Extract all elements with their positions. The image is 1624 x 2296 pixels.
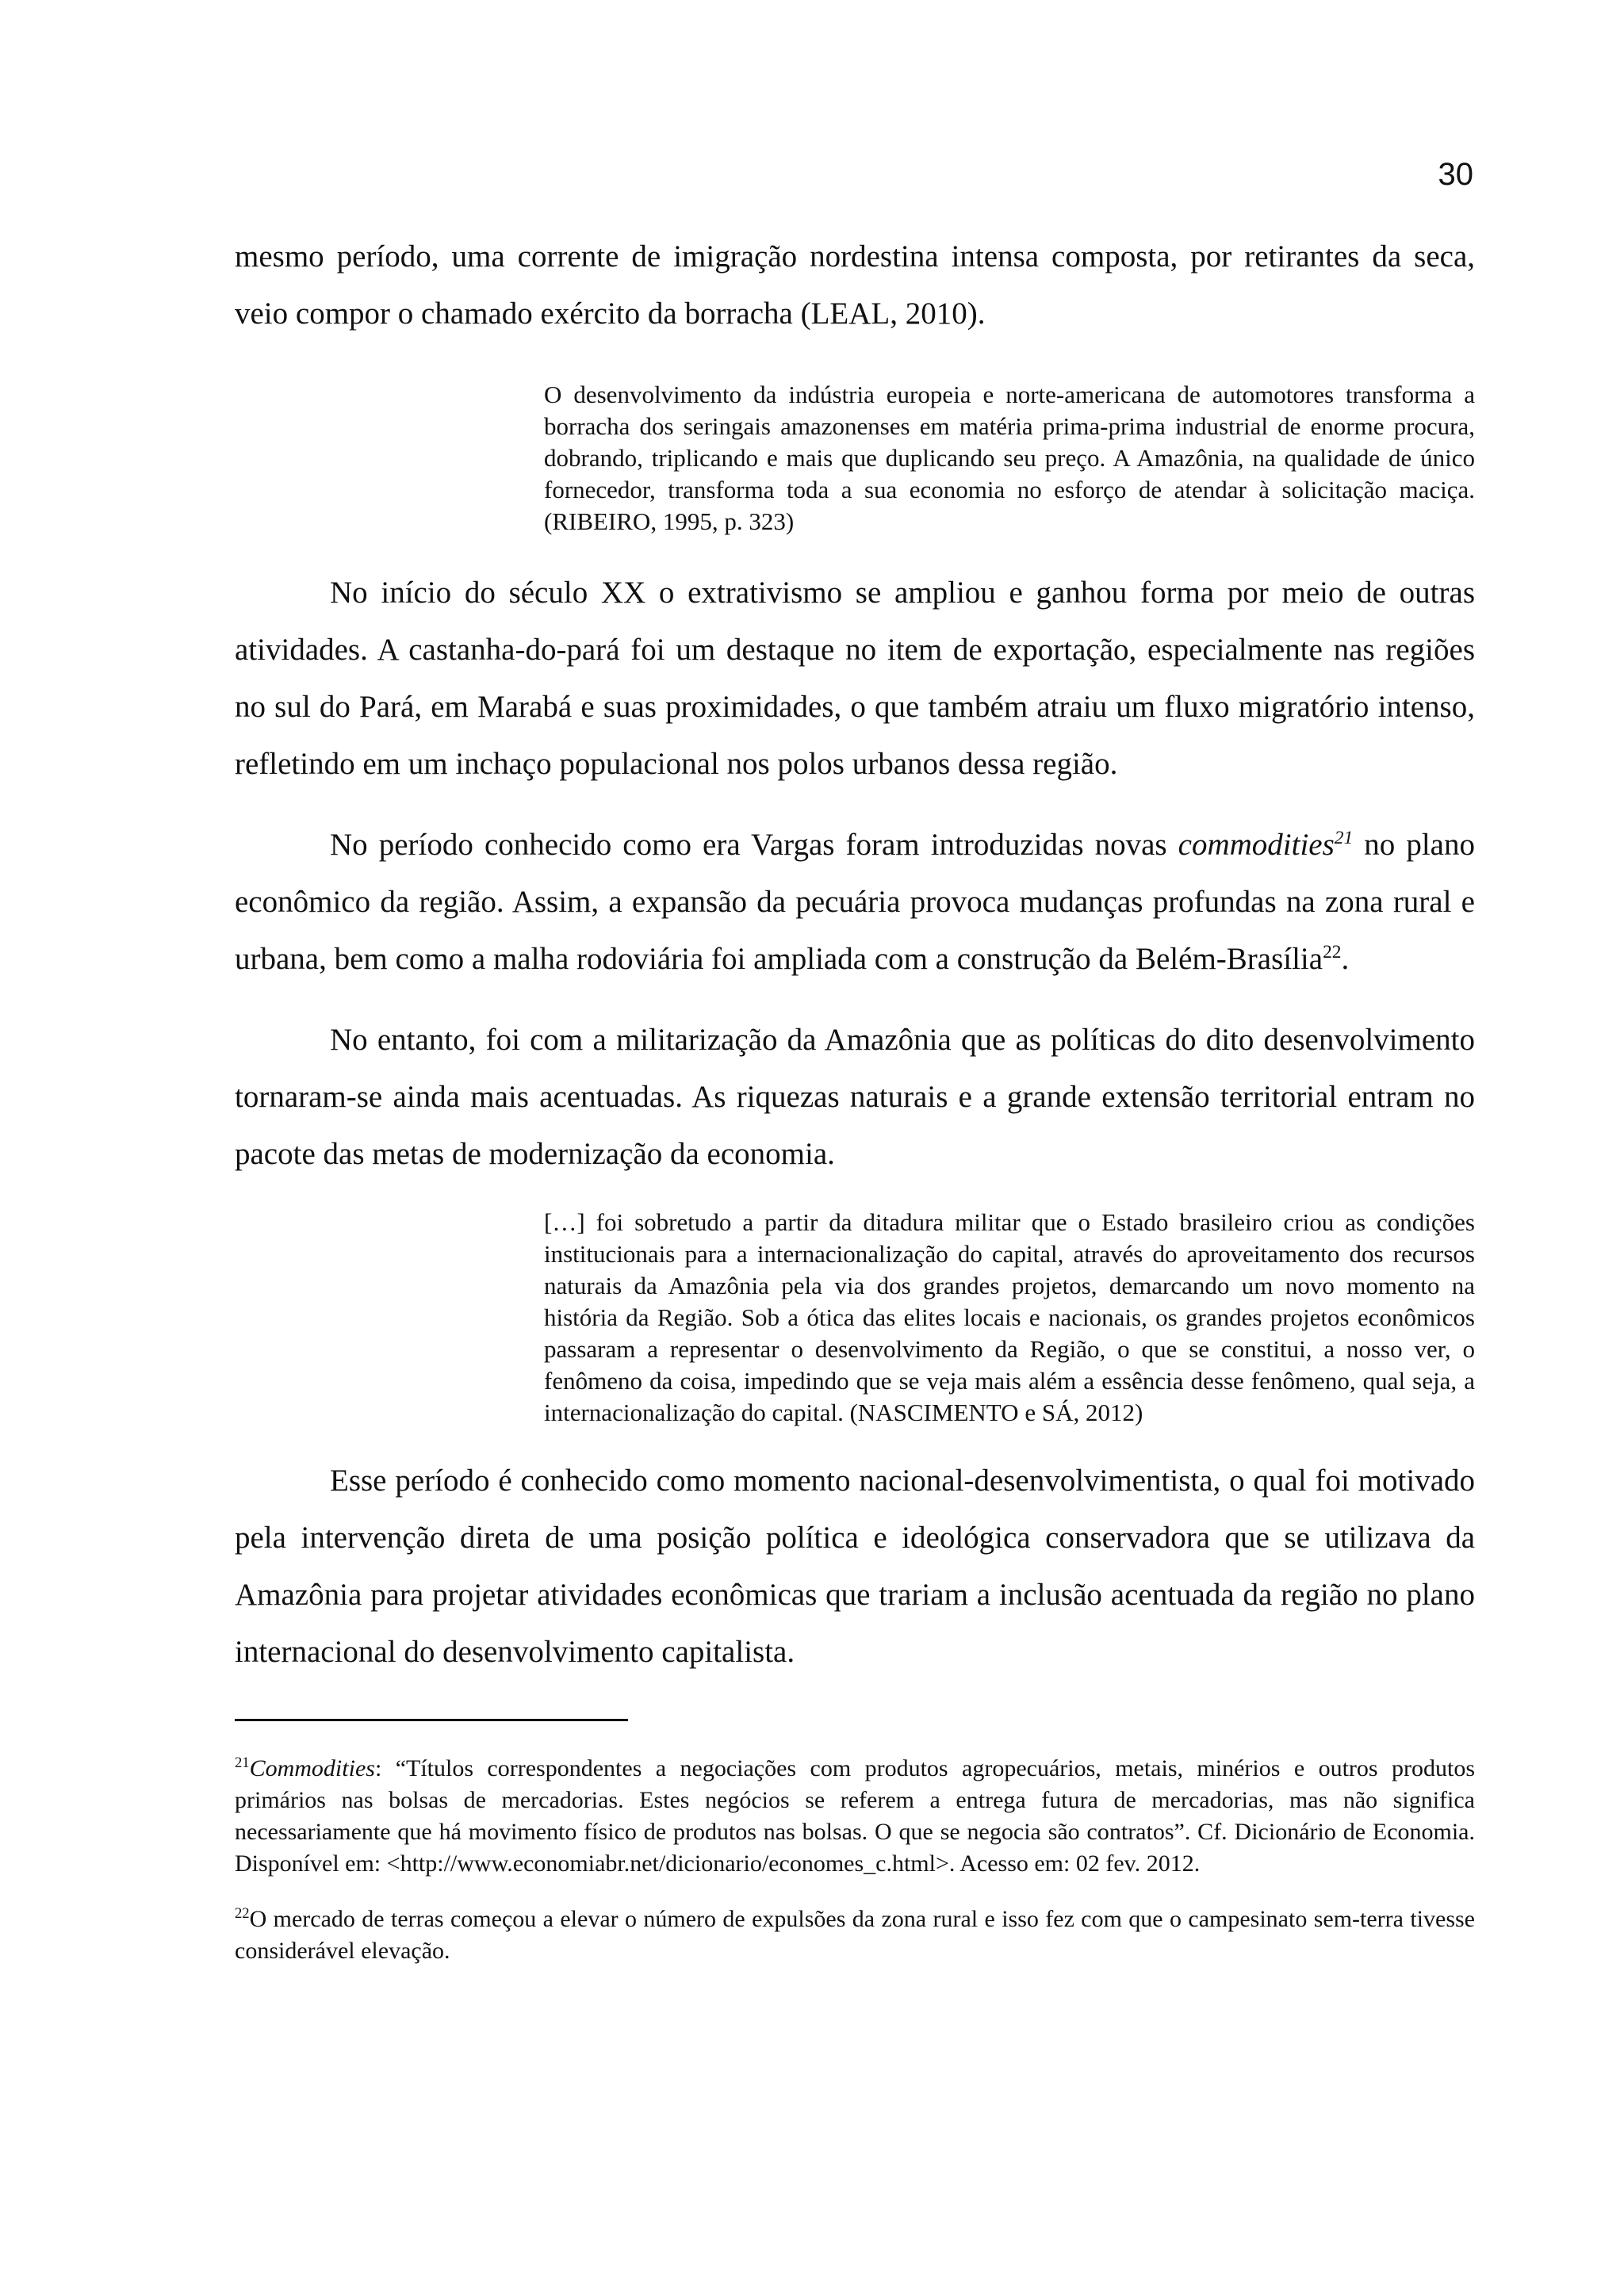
commodities-term: commodities	[1178, 828, 1335, 862]
block-quote-nascimento: […] foi sobretudo a partir da ditadura militar que o Estado brasileiro criou as condições institucionais para a internacionalização do capital, através do aproveitamento dos recursos naturais da Amazônia pela via dos grandes projetos, demarcando um novo momento na história da Região. Sob a ótica das elites locais e nacionais, os grandes projetos econômicos passaram a representar o desenvolvimento da Região, o que se constitui, a nosso ver, o fenômeno da coisa, impedindo que se veja mais além a essência desse fenômeno, qual seja, a internacionalização do capital. (NASCIMENTO e SÁ, 2012)	[544, 1208, 1475, 1426]
paragraph-continuation: mesmo período, uma corrente de imigração nordestina intensa composta, por retirantes da seca, veio compor o chamado exército da borracha (LEAL, 2010).	[235, 239, 1475, 331]
footnote-ref-21[interactable]: 21	[1334, 828, 1354, 848]
page-body	[235, 228, 1475, 1991]
footnote-number: 22	[235, 1905, 250, 1922]
page-number: 30	[1438, 157, 1473, 192]
paragraph-text: No período conhecido como era Vargas foram introduzidas novas	[330, 828, 1178, 862]
footnote-separator	[235, 1719, 628, 1721]
paragraph-text: .	[1341, 942, 1350, 976]
paragraph-national-developmentalism: Esse período é conhecido como momento nacional-desenvolvimentista, o qual foi motivado pela intervenção direta de uma posição política e ideológica conservadora que se utilizava da Amazônia para projetar atividades econômicas que trariam a inclusão acentuada da região no plano internacional do desenvolvimento capitalista.	[235, 1464, 1475, 1669]
footnote-22	[235, 1904, 1475, 1967]
paragraph-extractivism: No início do século XX o extrativismo se ampliou e ganhou forma por meio de outras atividades. A castanha-do-pará foi um destaque no item de exportação, especialmente nas regiões no sul do Pará, em Marabá e suas proximidades, o que também atraiu um fluxo migratório intenso, refletindo em um inchaço populacional nos polos urbanos dessa região.	[235, 576, 1475, 781]
footnote-ref-22[interactable]: 22	[1323, 942, 1342, 962]
paragraph-militarization: No entanto, foi com a militarização da Amazônia que as políticas do dito desenvolvimento tornaram-se ainda mais acentuadas. As riquezas naturais e a grande extensão territorial entram no pacote das metas de modernização da economia.	[235, 1023, 1475, 1171]
footnote-text: O mercado de terras começou a elevar o número de expulsões da zona rural e isso fez com que o campesinato sem-terra tivesse considerável elevação.	[235, 1906, 1475, 1964]
footnote-term: Commodities	[249, 1755, 375, 1781]
footnote-number: 21	[235, 1755, 250, 1771]
paragraph-vargas-era	[235, 817, 1475, 988]
footnote-21	[235, 1753, 1475, 1880]
block-quote-ribeiro: O desenvolvimento da indústria europeia e norte-americana de automotores transforma a borracha dos seringais amazonenses em matéria prima-prima industrial de enorme procura, dobrando, triplicando e mais que duplicando seu preço. A Amazônia, na qualidade de único fornecedor, transforma toda a sua economia no esforço de atendar à solicitação maciça. (RIBEIRO, 1995, p. 323)	[544, 381, 1475, 535]
footnote-text: : “Títulos correspondentes a negociações com produtos agropecuários, metais, minérios e outros produtos primários nas bolsas de mercadorias. Estes negócios se referem a entrega futura de mercadorias, mas não significa necessariamente que há movimento físico de produtos nas bolsas. O que se negocia são contratos”. Cf. Dicionário de Economia. Disponível em: <http://www.economiabr.net/dicionario/economes_c.html>. Acesso em: 02 fev. 2012.	[235, 1755, 1475, 1877]
paragraph-text: no plano econômico da região. Assim, a expansão da pecuária provoca mudanças profundas na zona rural e urbana, bem como a malha rodoviária foi ampliada com a construção da Belém-Brasília	[235, 828, 1475, 976]
